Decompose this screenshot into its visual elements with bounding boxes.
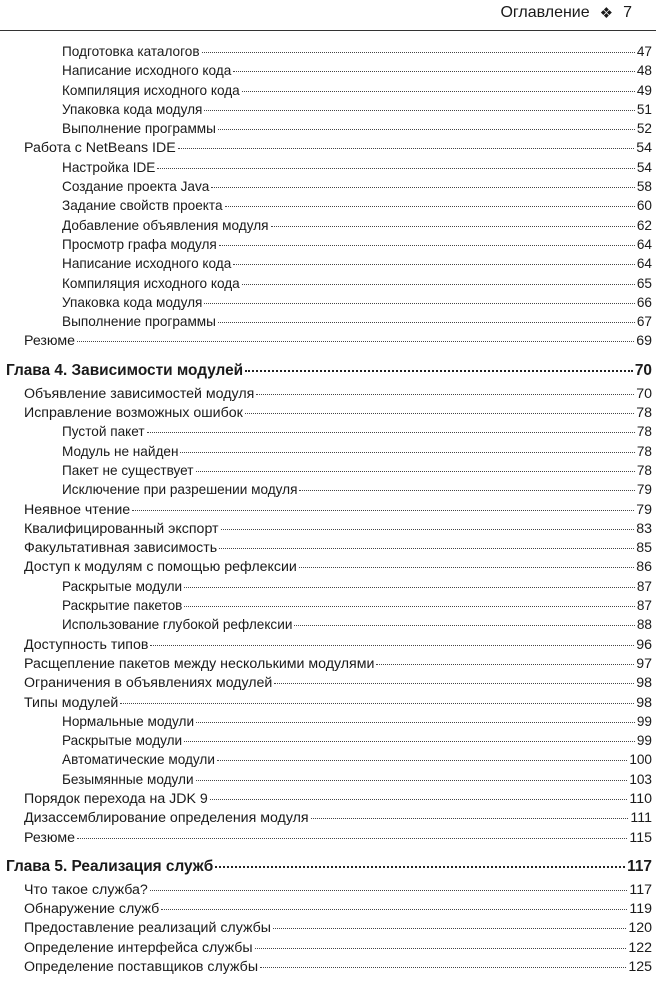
toc-entry xyxy=(0,733,656,752)
toc-entry xyxy=(0,276,656,295)
toc-entry xyxy=(0,675,656,694)
dot-leader xyxy=(271,226,635,227)
dot-leader xyxy=(225,206,635,207)
dot-leader xyxy=(255,948,627,949)
toc-entry-page: 49 xyxy=(636,82,652,98)
toc-entry xyxy=(0,121,656,140)
toc-entry xyxy=(0,482,656,501)
toc-entry-page: 47 xyxy=(636,44,652,59)
toc-entry-page: 78 xyxy=(636,443,652,459)
toc-entry-page: 103 xyxy=(629,771,652,787)
toc-entry-title: Исключение при разрешении модуля xyxy=(62,482,298,498)
dot-leader xyxy=(120,703,634,704)
toc-entry xyxy=(0,333,656,352)
dot-leader xyxy=(196,722,635,723)
dot-leader xyxy=(196,471,635,472)
dot-leader xyxy=(77,341,634,342)
toc-entry-page: 100 xyxy=(629,752,652,768)
dot-leader xyxy=(221,529,635,530)
toc-entry-page: 70 xyxy=(634,361,652,379)
toc-entry-title: Написание исходного кода xyxy=(62,256,232,272)
dot-leader xyxy=(161,909,627,910)
toc-entry-page: 99 xyxy=(636,713,652,729)
toc-entry-page: 125 xyxy=(628,959,652,976)
toc-entry-title: Исправление возможных ошибок xyxy=(24,405,243,422)
toc-entry xyxy=(0,521,656,540)
dot-leader xyxy=(211,187,635,188)
dot-leader xyxy=(77,838,627,839)
dot-leader xyxy=(178,148,635,149)
toc-entry-page: 78 xyxy=(636,462,652,478)
toc-entry-page: 120 xyxy=(628,920,652,937)
toc-entry-page: 58 xyxy=(636,179,652,195)
dot-leader xyxy=(294,625,634,626)
toc-entry-page: 122 xyxy=(628,939,652,956)
toc-entry xyxy=(0,102,656,121)
toc-entry-title: Резюме xyxy=(24,333,76,350)
toc-entry-page: 79 xyxy=(636,501,652,518)
dot-leader xyxy=(245,413,634,414)
toc-entry-page: 70 xyxy=(636,385,652,402)
dot-leader xyxy=(311,818,629,819)
dot-leader xyxy=(219,548,634,549)
toc-chapter xyxy=(0,858,656,880)
toc-entry-title: Обнаружение служб xyxy=(24,901,160,918)
toc-entry-title: Глава 4. Зависимости модулей xyxy=(6,361,244,379)
toc-entry-title: Определение интерфейса службы xyxy=(24,939,253,956)
toc-entry-page: 65 xyxy=(636,275,652,291)
header-page-number: 7 xyxy=(623,4,632,21)
toc-entry xyxy=(0,160,656,179)
toc-entry-page: 86 xyxy=(636,559,652,576)
toc-entry xyxy=(0,83,656,102)
toc-entry-title: Написание исходного кода xyxy=(62,63,232,79)
toc-entry xyxy=(0,810,656,829)
toc-entry-page: 78 xyxy=(636,424,652,440)
toc-entry xyxy=(0,830,656,849)
toc-entry-title: Использование глубокой рефлексии xyxy=(62,617,293,633)
toc-entry-title: Работа с NetBeans IDE xyxy=(24,140,176,157)
toc-entry-title: Задание свойств проекта xyxy=(62,198,223,214)
ornament-icon: ❖ xyxy=(599,5,614,22)
toc-entry-page: 96 xyxy=(636,636,652,653)
dot-leader xyxy=(256,394,634,395)
toc-entry xyxy=(0,540,656,559)
dot-leader xyxy=(150,645,634,646)
dot-leader xyxy=(150,890,628,891)
toc-entry xyxy=(0,179,656,198)
toc-entry-page: 48 xyxy=(636,63,652,79)
toc-entry-page: 88 xyxy=(636,617,652,633)
toc-entry-page: 99 xyxy=(636,733,652,749)
toc-entry-title: Безымянные модули xyxy=(62,771,194,787)
toc-entry-title: Раскрытые модули xyxy=(62,733,183,749)
toc-entry-page: 69 xyxy=(636,333,652,350)
dot-leader xyxy=(233,264,635,265)
dot-leader xyxy=(299,567,634,568)
dot-leader xyxy=(147,432,635,433)
toc-entry-page: 79 xyxy=(636,482,652,498)
toc-entry-title: Доступность типов xyxy=(24,636,149,653)
toc-entry-title: Просмотр графа модуля xyxy=(62,236,217,252)
toc-entry xyxy=(0,463,656,482)
toc-entry-title: Автоматические модули xyxy=(62,752,215,768)
toc-entry-page: 119 xyxy=(629,901,652,918)
toc-entry-title: Раскрытые модули xyxy=(62,578,183,594)
toc-entry-title: Квалифицированный экспорт xyxy=(24,520,219,537)
toc-entry-title: Неявное чтение xyxy=(24,501,131,518)
table-of-contents xyxy=(0,44,656,978)
toc-entry-page: 97 xyxy=(636,655,652,672)
toc-entry-title: Определение поставщиков службы xyxy=(24,959,259,976)
toc-entry xyxy=(0,405,656,424)
toc-entry xyxy=(0,617,656,636)
toc-entry xyxy=(0,295,656,314)
dot-leader xyxy=(204,110,635,111)
toc-chapter xyxy=(0,362,656,384)
toc-entry xyxy=(0,901,656,920)
toc-entry xyxy=(0,598,656,617)
toc-entry-title: Добавление объявления модуля xyxy=(62,217,269,233)
toc-entry-title: Упаковка кода модуля xyxy=(62,101,203,117)
dot-leader xyxy=(217,760,627,761)
toc-entry-page: 115 xyxy=(629,829,652,846)
toc-entry-page: 78 xyxy=(636,405,652,422)
toc-entry xyxy=(0,579,656,598)
toc-entry xyxy=(0,959,656,978)
toc-entry-title: Подготовка каталогов xyxy=(62,44,200,59)
toc-entry-page: 87 xyxy=(636,578,652,594)
header-title: Оглавление xyxy=(500,4,590,21)
toc-entry-page: 54 xyxy=(636,140,652,157)
dot-leader xyxy=(184,741,635,742)
dot-leader xyxy=(242,91,635,92)
toc-entry-page: 51 xyxy=(636,101,652,117)
toc-entry xyxy=(0,559,656,578)
dot-leader xyxy=(219,245,635,246)
header-rule xyxy=(0,30,656,31)
toc-entry xyxy=(0,218,656,237)
toc-entry-title: Пустой пакет xyxy=(62,424,145,440)
toc-entry-page: 62 xyxy=(636,217,652,233)
toc-entry-page: 98 xyxy=(636,694,652,711)
toc-entry-title: Выполнение программы xyxy=(62,314,216,330)
toc-entry-title: Пакет не существует xyxy=(62,462,194,478)
toc-entry-title: Доступ к модулям с помощью рефлексии xyxy=(24,559,297,576)
toc-entry-title: Резюме xyxy=(24,829,76,846)
dot-leader xyxy=(202,52,635,53)
toc-entry-title: Предоставление реализаций службы xyxy=(24,920,271,937)
toc-entry-page: 117 xyxy=(627,857,652,875)
toc-entry xyxy=(0,940,656,959)
toc-entry xyxy=(0,502,656,521)
toc-entry-page: 111 xyxy=(630,810,652,827)
toc-entry-title: Компиляция исходного кода xyxy=(62,82,240,98)
dot-leader xyxy=(184,587,635,588)
dot-leader xyxy=(210,799,628,800)
toc-entry xyxy=(0,63,656,82)
toc-entry-page: 110 xyxy=(629,790,652,807)
dot-leader xyxy=(233,71,635,72)
toc-entry xyxy=(0,656,656,675)
toc-entry-title: Факультативная зависимость xyxy=(24,540,218,557)
toc-entry xyxy=(0,637,656,656)
toc-entry-title: Нормальные модули xyxy=(62,713,195,729)
toc-entry-title: Выполнение программы xyxy=(62,121,216,137)
dot-leader xyxy=(218,129,635,130)
toc-entry-page: 98 xyxy=(636,675,652,692)
toc-entry-page: 66 xyxy=(636,294,652,310)
dot-leader xyxy=(242,284,635,285)
dot-leader xyxy=(157,168,635,169)
toc-entry xyxy=(0,198,656,217)
toc-entry-title: Раскрытие пакетов xyxy=(62,598,183,614)
dot-leader xyxy=(184,606,634,607)
toc-entry xyxy=(0,44,656,63)
toc-entry xyxy=(0,444,656,463)
toc-entry xyxy=(0,714,656,733)
toc-entry-page: 83 xyxy=(636,520,652,537)
toc-entry xyxy=(0,237,656,256)
toc-entry-title: Настройка IDE xyxy=(62,159,156,175)
dot-leader xyxy=(132,510,634,511)
toc-entry xyxy=(0,772,656,791)
toc-entry-title: Глава 5. Реализация служб xyxy=(6,857,214,875)
toc-entry xyxy=(0,752,656,771)
header-text xyxy=(500,4,632,22)
toc-entry-title: Создание проекта Java xyxy=(62,179,210,195)
dot-leader xyxy=(245,370,633,372)
toc-entry-page: 85 xyxy=(636,540,652,557)
dot-leader xyxy=(376,664,634,665)
dot-leader xyxy=(299,490,634,491)
toc-entry xyxy=(0,920,656,939)
toc-entry-page: 87 xyxy=(636,598,652,614)
toc-entry-title: Что такое служба? xyxy=(24,881,148,898)
toc-entry xyxy=(0,882,656,901)
toc-entry xyxy=(0,386,656,405)
toc-entry-title: Дизассемблирование определения модуля xyxy=(24,810,309,827)
toc-entry-title: Типы модулей xyxy=(24,694,119,711)
toc-entry-page: 54 xyxy=(636,159,652,175)
dot-leader xyxy=(218,322,635,323)
toc-entry-title: Порядок перехода на JDK 9 xyxy=(24,790,208,807)
toc-entry xyxy=(0,791,656,810)
toc-entry-title: Упаковка кода модуля xyxy=(62,294,203,310)
dot-leader xyxy=(215,866,625,868)
dot-leader xyxy=(273,928,626,929)
dot-leader xyxy=(274,683,634,684)
toc-entry xyxy=(0,424,656,443)
toc-entry-page: 60 xyxy=(636,198,652,214)
toc-entry xyxy=(0,314,656,333)
dot-leader xyxy=(180,452,634,453)
toc-entry-page: 64 xyxy=(636,236,652,252)
toc-entry-page: 117 xyxy=(629,881,652,898)
toc-entry-title: Расщепление пакетов между несколькими модулями xyxy=(24,655,375,672)
toc-entry xyxy=(0,256,656,275)
toc-entry xyxy=(0,140,656,159)
dot-leader xyxy=(204,303,635,304)
toc-entry-title: Ограничения в объявлениях модулей xyxy=(24,675,273,692)
toc-entry-title: Объявление зависимостей модуля xyxy=(24,385,255,402)
toc-entry-page: 52 xyxy=(636,121,652,137)
toc-entry-title: Модуль не найден xyxy=(62,443,179,459)
toc-entry-page: 64 xyxy=(636,256,652,272)
dot-leader xyxy=(196,780,628,781)
toc-entry xyxy=(0,695,656,714)
dot-leader xyxy=(260,967,626,968)
running-header xyxy=(0,0,656,34)
toc-entry-page: 67 xyxy=(636,314,652,330)
toc-entry-title: Компиляция исходного кода xyxy=(62,275,240,291)
